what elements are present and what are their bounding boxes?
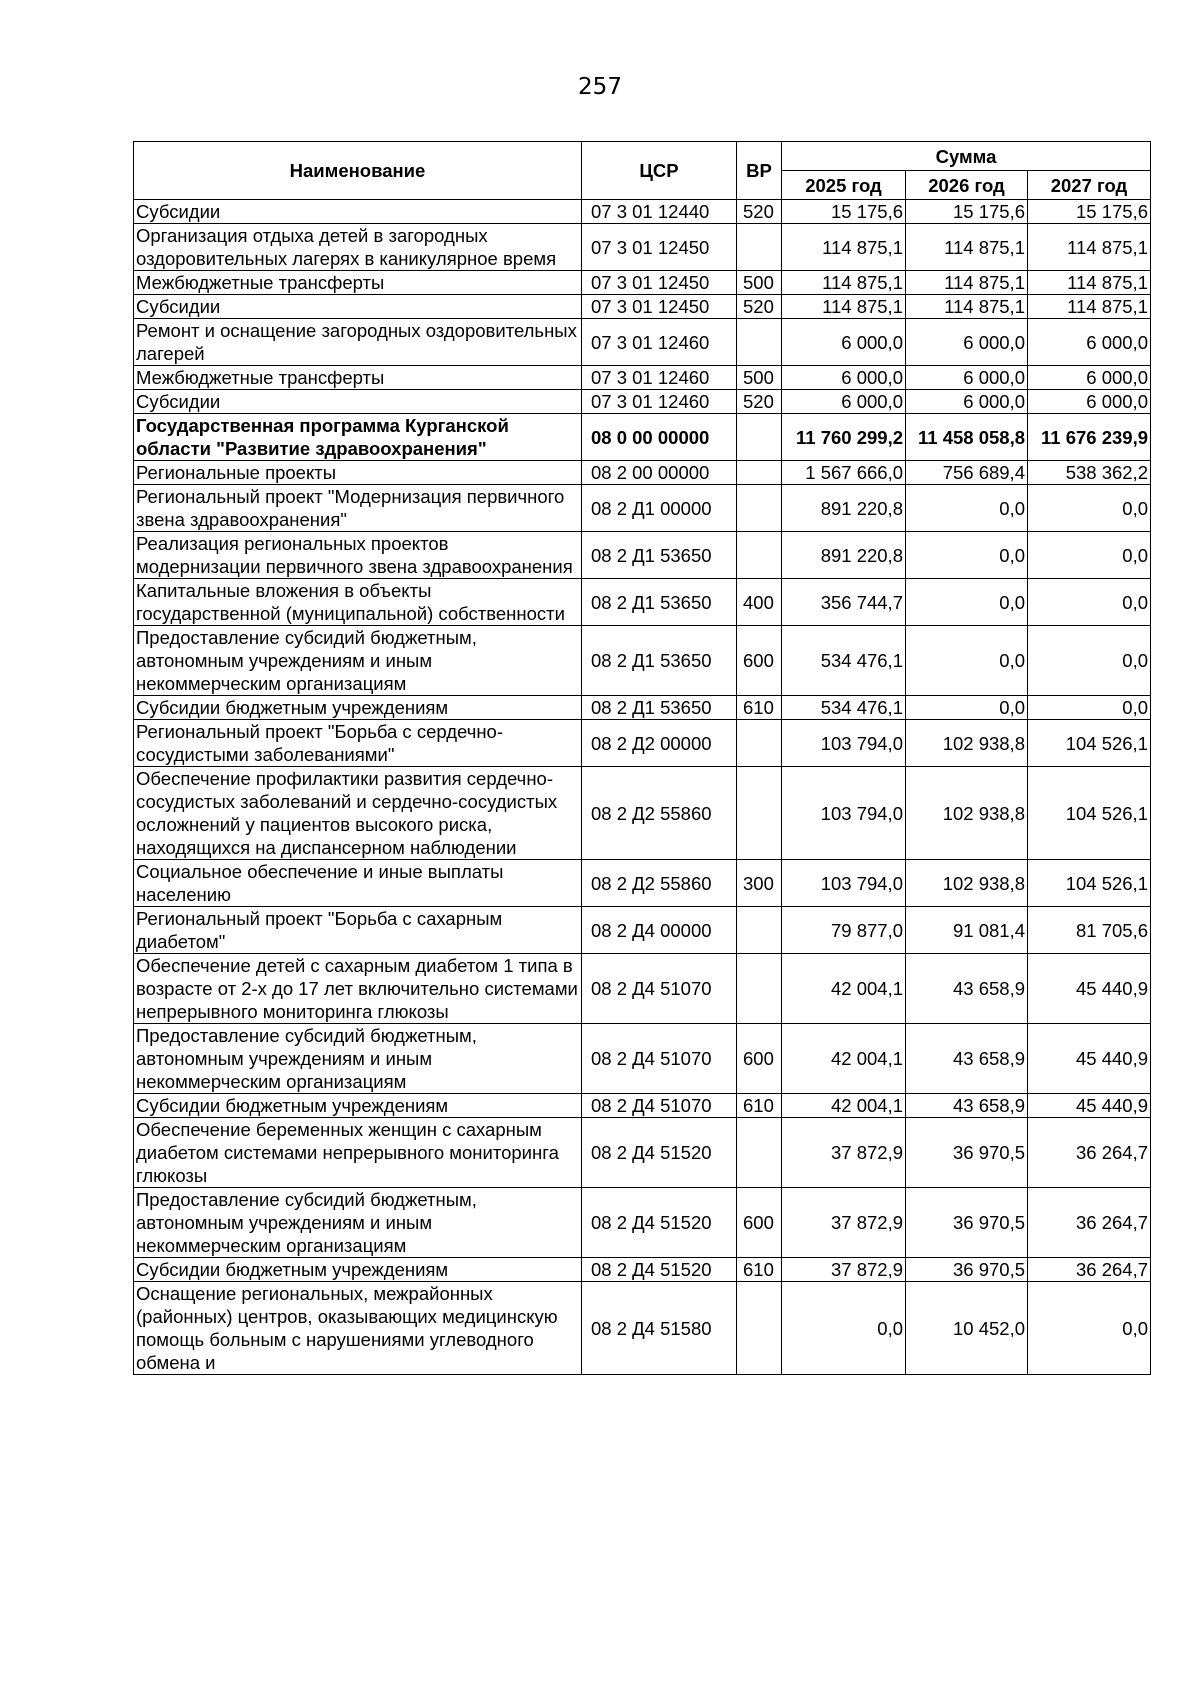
- row-vr: 610: [737, 696, 782, 720]
- table-row: [134, 295, 1151, 319]
- table-row: [134, 271, 1151, 295]
- row-amount-2026: 43 658,9: [906, 954, 1028, 1024]
- row-amount-2026: 6 000,0: [906, 319, 1028, 366]
- header-year-2025: 2025 год: [782, 171, 906, 200]
- row-name: Реализация региональных проектов модернизации первичного звена здравоохранения: [134, 532, 582, 579]
- row-amount-2026: 36 970,5: [906, 1258, 1028, 1282]
- table-row: [134, 1094, 1151, 1118]
- row-name: Субсидии: [134, 200, 582, 224]
- row-csr: 07 3 01 12450: [582, 224, 737, 271]
- row-amount-2025: 1 567 666,0: [782, 461, 906, 485]
- row-amount-2027: 0,0: [1028, 626, 1151, 696]
- row-amount-2025: 356 744,7: [782, 579, 906, 626]
- row-vr: 520: [737, 390, 782, 414]
- row-amount-2027: 36 264,7: [1028, 1188, 1151, 1258]
- row-name: Межбюджетные трансферты: [134, 271, 582, 295]
- table-row: [134, 626, 1151, 696]
- row-name: Обеспечение детей с сахарным диабетом 1 типа в возрасте от 2-х до 17 лет включительно системами непрерывного мониторинга глюкозы: [134, 954, 582, 1024]
- row-vr: 400: [737, 579, 782, 626]
- row-vr: 600: [737, 1024, 782, 1094]
- row-name: Субсидии: [134, 390, 582, 414]
- row-name: Предоставление субсидий бюджетным, автономным учреждениям и иным некоммерческим организациям: [134, 1188, 582, 1258]
- row-amount-2027: 45 440,9: [1028, 954, 1151, 1024]
- row-amount-2027: 36 264,7: [1028, 1118, 1151, 1188]
- row-csr: 08 2 00 00000: [582, 461, 737, 485]
- budget-table: [133, 141, 1151, 1375]
- row-amount-2027: 104 526,1: [1028, 860, 1151, 907]
- row-vr: [737, 720, 782, 767]
- row-csr: 07 3 01 12460: [582, 319, 737, 366]
- table-row: [134, 200, 1151, 224]
- row-amount-2025: 79 877,0: [782, 907, 906, 954]
- row-amount-2027: 0,0: [1028, 1282, 1151, 1375]
- table-row: [134, 390, 1151, 414]
- row-name: Субсидии бюджетным учреждениям: [134, 1258, 582, 1282]
- row-vr: 500: [737, 366, 782, 390]
- row-amount-2026: 114 875,1: [906, 224, 1028, 271]
- row-amount-2025: 42 004,1: [782, 1024, 906, 1094]
- row-csr: 08 2 Д4 51070: [582, 954, 737, 1024]
- row-amount-2026: 0,0: [906, 579, 1028, 626]
- row-amount-2027: 36 264,7: [1028, 1258, 1151, 1282]
- header-year-2027: 2027 год: [1028, 171, 1151, 200]
- row-amount-2025: 534 476,1: [782, 626, 906, 696]
- table-header: [134, 142, 1151, 200]
- row-amount-2027: 45 440,9: [1028, 1024, 1151, 1094]
- row-amount-2026: 43 658,9: [906, 1024, 1028, 1094]
- row-name: Обеспечение профилактики развития сердечно-сосудистых заболеваний и сердечно-сосудистых осложнений у пациентов высокого риска, находящихся на диспансерном наблюдении: [134, 767, 582, 860]
- row-amount-2026: 0,0: [906, 485, 1028, 532]
- row-amount-2027: 104 526,1: [1028, 767, 1151, 860]
- row-vr: [737, 954, 782, 1024]
- row-amount-2026: 114 875,1: [906, 295, 1028, 319]
- row-csr: 08 2 Д4 51520: [582, 1118, 737, 1188]
- row-amount-2027: 114 875,1: [1028, 224, 1151, 271]
- row-amount-2025: 42 004,1: [782, 1094, 906, 1118]
- page-number: 257: [578, 74, 622, 100]
- row-amount-2026: 43 658,9: [906, 1094, 1028, 1118]
- row-amount-2026: 15 175,6: [906, 200, 1028, 224]
- row-amount-2026: 0,0: [906, 532, 1028, 579]
- row-amount-2025: 103 794,0: [782, 720, 906, 767]
- row-vr: 600: [737, 1188, 782, 1258]
- row-amount-2027: 104 526,1: [1028, 720, 1151, 767]
- row-csr: 08 2 Д1 53650: [582, 696, 737, 720]
- row-amount-2025: 891 220,8: [782, 532, 906, 579]
- row-vr: [737, 767, 782, 860]
- row-csr: 08 2 Д1 00000: [582, 485, 737, 532]
- row-amount-2025: 103 794,0: [782, 860, 906, 907]
- row-csr: 08 2 Д4 51070: [582, 1094, 737, 1118]
- row-amount-2027: 538 362,2: [1028, 461, 1151, 485]
- row-csr: 07 3 01 12440: [582, 200, 737, 224]
- row-amount-2027: 6 000,0: [1028, 366, 1151, 390]
- row-amount-2027: 0,0: [1028, 532, 1151, 579]
- row-amount-2026: 36 970,5: [906, 1188, 1028, 1258]
- row-amount-2027: 0,0: [1028, 696, 1151, 720]
- row-amount-2027: 114 875,1: [1028, 295, 1151, 319]
- table-row: [134, 1282, 1151, 1375]
- row-vr: [737, 532, 782, 579]
- row-amount-2025: 11 760 299,2: [782, 414, 906, 461]
- table-row: [134, 579, 1151, 626]
- row-vr: 520: [737, 295, 782, 319]
- row-csr: 08 2 Д2 55860: [582, 767, 737, 860]
- row-name: Межбюджетные трансферты: [134, 366, 582, 390]
- row-name: Предоставление субсидий бюджетным, автономным учреждениям и иным некоммерческим организациям: [134, 626, 582, 696]
- row-vr: 610: [737, 1258, 782, 1282]
- row-csr: 08 2 Д4 00000: [582, 907, 737, 954]
- row-amount-2026: 114 875,1: [906, 271, 1028, 295]
- row-vr: [737, 1118, 782, 1188]
- row-amount-2026: 102 938,8: [906, 767, 1028, 860]
- row-csr: 08 2 Д2 00000: [582, 720, 737, 767]
- row-amount-2025: 534 476,1: [782, 696, 906, 720]
- row-amount-2027: 114 875,1: [1028, 271, 1151, 295]
- row-name: Региональный проект "Борьба с сердечно-сосудистыми заболеваниями": [134, 720, 582, 767]
- row-csr: 07 3 01 12450: [582, 271, 737, 295]
- row-amount-2027: 11 676 239,9: [1028, 414, 1151, 461]
- row-amount-2027: 15 175,6: [1028, 200, 1151, 224]
- row-name: Государственная программа Курганской области "Развитие здравоохранения": [134, 414, 582, 461]
- table-row: [134, 720, 1151, 767]
- row-vr: [737, 414, 782, 461]
- row-amount-2027: 45 440,9: [1028, 1094, 1151, 1118]
- table-row: [134, 767, 1151, 860]
- row-vr: [737, 907, 782, 954]
- row-csr: 07 3 01 12460: [582, 390, 737, 414]
- row-csr: 08 2 Д1 53650: [582, 579, 737, 626]
- table-row: [134, 414, 1151, 461]
- row-amount-2025: 42 004,1: [782, 954, 906, 1024]
- table-row: [134, 1024, 1151, 1094]
- row-csr: 08 0 00 00000: [582, 414, 737, 461]
- row-amount-2025: 891 220,8: [782, 485, 906, 532]
- header-name: Наименование: [134, 142, 582, 200]
- row-amount-2027: 6 000,0: [1028, 390, 1151, 414]
- row-name: Обеспечение беременных женщин с сахарным диабетом системами непрерывного мониторинга глюкозы: [134, 1118, 582, 1188]
- header-vr: ВР: [737, 142, 782, 200]
- row-name: Субсидии бюджетным учреждениям: [134, 696, 582, 720]
- row-name: Региональный проект "Модернизация первичного звена здравоохранения": [134, 485, 582, 532]
- row-amount-2025: 6 000,0: [782, 390, 906, 414]
- row-vr: 500: [737, 271, 782, 295]
- header-sum: Сумма: [782, 142, 1151, 171]
- row-amount-2025: 6 000,0: [782, 366, 906, 390]
- row-amount-2027: 81 705,6: [1028, 907, 1151, 954]
- row-amount-2026: 0,0: [906, 626, 1028, 696]
- row-vr: [737, 224, 782, 271]
- row-vr: 610: [737, 1094, 782, 1118]
- table-row: [134, 532, 1151, 579]
- row-amount-2025: 114 875,1: [782, 295, 906, 319]
- table-row: [134, 485, 1151, 532]
- table-row: [134, 696, 1151, 720]
- table-row: [134, 860, 1151, 907]
- row-name: Капитальные вложения в объекты государственной (муниципальной) собственности: [134, 579, 582, 626]
- table-body: [134, 200, 1151, 1375]
- table-row: [134, 319, 1151, 366]
- row-amount-2027: 0,0: [1028, 579, 1151, 626]
- row-name: Оснащение региональных, межрайонных (районных) центров, оказывающих медицинскую помощь больным с нарушениями углеводного обмена и: [134, 1282, 582, 1375]
- row-amount-2026: 102 938,8: [906, 720, 1028, 767]
- table-row: [134, 1258, 1151, 1282]
- row-amount-2026: 0,0: [906, 696, 1028, 720]
- table-row: [134, 461, 1151, 485]
- row-amount-2026: 6 000,0: [906, 366, 1028, 390]
- table-row: [134, 224, 1151, 271]
- row-name: Субсидии бюджетным учреждениям: [134, 1094, 582, 1118]
- row-vr: 300: [737, 860, 782, 907]
- row-name: Ремонт и оснащение загородных оздоровительных лагерей: [134, 319, 582, 366]
- row-vr: [737, 485, 782, 532]
- row-csr: 08 2 Д1 53650: [582, 626, 737, 696]
- row-amount-2026: 91 081,4: [906, 907, 1028, 954]
- row-amount-2025: 37 872,9: [782, 1258, 906, 1282]
- row-csr: 08 2 Д4 51520: [582, 1188, 737, 1258]
- row-amount-2025: 114 875,1: [782, 224, 906, 271]
- row-csr: 08 2 Д4 51580: [582, 1282, 737, 1375]
- row-csr: 08 2 Д2 55860: [582, 860, 737, 907]
- row-name: Региональный проект "Борьба с сахарным диабетом": [134, 907, 582, 954]
- row-amount-2026: 6 000,0: [906, 390, 1028, 414]
- row-name: Организация отдыха детей в загородных оздоровительных лагерях в каникулярное время: [134, 224, 582, 271]
- header-year-2026: 2026 год: [906, 171, 1028, 200]
- row-vr: [737, 461, 782, 485]
- row-csr: 08 2 Д4 51070: [582, 1024, 737, 1094]
- row-csr: 07 3 01 12450: [582, 295, 737, 319]
- row-amount-2025: 6 000,0: [782, 319, 906, 366]
- row-amount-2025: 37 872,9: [782, 1118, 906, 1188]
- row-name: Социальное обеспечение и иные выплаты населению: [134, 860, 582, 907]
- row-amount-2025: 114 875,1: [782, 271, 906, 295]
- row-amount-2026: 36 970,5: [906, 1118, 1028, 1188]
- row-amount-2025: 15 175,6: [782, 200, 906, 224]
- row-csr: 07 3 01 12460: [582, 366, 737, 390]
- row-amount-2027: 0,0: [1028, 485, 1151, 532]
- row-amount-2026: 756 689,4: [906, 461, 1028, 485]
- table-row: [134, 366, 1151, 390]
- table-row: [134, 1188, 1151, 1258]
- row-vr: [737, 1282, 782, 1375]
- row-vr: 520: [737, 200, 782, 224]
- table-row: [134, 907, 1151, 954]
- row-name: Предоставление субсидий бюджетным, автономным учреждениям и иным некоммерческим организациям: [134, 1024, 582, 1094]
- row-vr: [737, 319, 782, 366]
- row-csr: 08 2 Д1 53650: [582, 532, 737, 579]
- row-csr: 08 2 Д4 51520: [582, 1258, 737, 1282]
- row-amount-2025: 0,0: [782, 1282, 906, 1375]
- row-amount-2025: 37 872,9: [782, 1188, 906, 1258]
- row-name: Субсидии: [134, 295, 582, 319]
- row-amount-2027: 6 000,0: [1028, 319, 1151, 366]
- row-name: Региональные проекты: [134, 461, 582, 485]
- header-csr: ЦСР: [582, 142, 737, 200]
- row-amount-2026: 10 452,0: [906, 1282, 1028, 1375]
- row-amount-2026: 11 458 058,8: [906, 414, 1028, 461]
- table-row: [134, 954, 1151, 1024]
- row-amount-2025: 103 794,0: [782, 767, 906, 860]
- row-amount-2026: 102 938,8: [906, 860, 1028, 907]
- row-vr: 600: [737, 626, 782, 696]
- table-row: [134, 1118, 1151, 1188]
